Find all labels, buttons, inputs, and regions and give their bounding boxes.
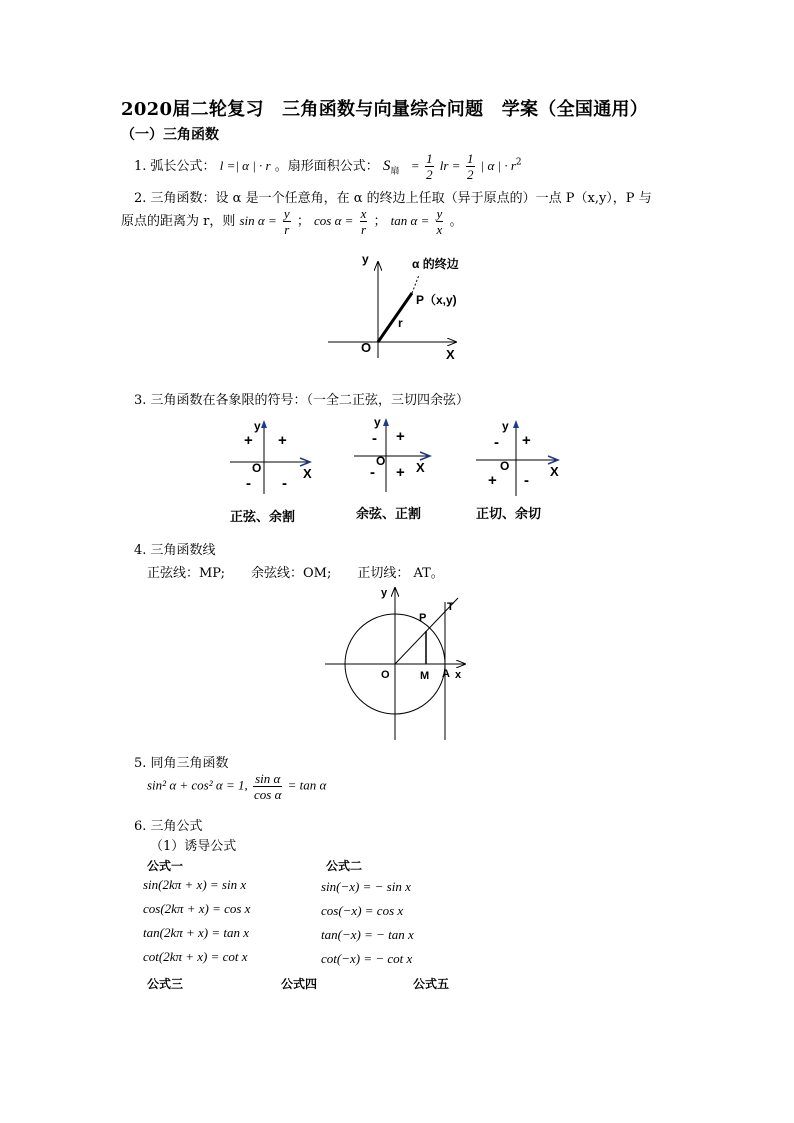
item-6-title: 6. 三角公式: [134, 819, 203, 834]
quadrant-caption-cosine: 余弦、正割: [356, 507, 422, 522]
y-arrow-icon: [261, 420, 267, 428]
quadrant-2-sign: +: [244, 432, 253, 449]
y-arrow-icon: [383, 418, 389, 426]
tan-def-fraction: [436, 207, 444, 236]
point-t-label: T: [447, 601, 454, 613]
cos-def-fraction: [360, 207, 368, 236]
formula-1-line: cot(2kπ + x) = cot x: [143, 949, 248, 964]
radius-segment: [378, 293, 412, 342]
point-a-label: A: [442, 668, 450, 680]
pythagorean-identity: [147, 772, 326, 801]
sector-area-symbol: S: [382, 158, 391, 174]
fraction-numerator: sin α: [253, 772, 282, 787]
fraction-numerator: 1: [426, 151, 433, 166]
fraction-denominator: 2: [467, 167, 474, 182]
period: 。: [449, 214, 463, 229]
point-p-label: P: [419, 612, 427, 624]
fraction-numerator: 1: [467, 151, 474, 166]
fraction-denominator: cos α: [254, 787, 282, 802]
y-axis-label: y: [381, 587, 388, 599]
item-1-separator: 。扇形面积公式：: [274, 159, 379, 174]
quadrant-1-sign: +: [396, 428, 405, 445]
radius-label: r: [398, 316, 403, 330]
y-label: y: [374, 415, 381, 429]
fraction-denominator: r: [360, 222, 366, 237]
quadrant-caption-sine: 正弦、余割: [230, 510, 296, 525]
item-5-title: 5. 同角三角函数: [134, 756, 229, 771]
origin-label: O: [381, 669, 390, 681]
item-2-line-2: [121, 207, 462, 236]
semicolon: ；: [296, 214, 310, 229]
item-3-text: 3. 三角函数在各象限的符号：（一全二正弦，三切四余弦）: [134, 393, 470, 408]
formula-1-line: sin(2kπ + x) = sin x: [143, 877, 247, 892]
formula-2-line: cos(−x) = cos x: [321, 903, 404, 918]
origin-label: O: [252, 461, 262, 475]
quadrant-1-sign: +: [278, 432, 287, 449]
formula-2-line: sin(−x) = − sin x: [321, 879, 411, 894]
quadrant-3-sign: -: [370, 464, 375, 481]
y-label: y: [254, 419, 261, 433]
item-1-label: 弧长公式：: [150, 159, 216, 174]
fraction-denominator: r: [284, 222, 290, 237]
item-6-subtitle: （1）诱导公式: [150, 839, 237, 854]
formula-4-heading: 公式四: [281, 977, 318, 991]
quadrant-2-sign: -: [372, 430, 377, 447]
sector-eq-2: =: [452, 158, 460, 173]
x-label: X: [303, 466, 312, 481]
y-label: y: [502, 419, 509, 433]
sin-def-lhs: sin α =: [239, 213, 277, 228]
sector-area-tail: | α | · r: [480, 158, 516, 173]
fraction-numerator: y: [436, 206, 443, 221]
fraction-numerator: x: [360, 206, 367, 221]
quadrant-caption-tangent: 正切、余切: [476, 507, 542, 522]
item-4-title: 4. 三角函数线: [134, 543, 216, 558]
formula-2-line: cot(−x) = − cot x: [321, 951, 413, 966]
quadrant-sign-diagram-sine: [228, 416, 318, 498]
cos-def-lhs: cos α =: [314, 213, 354, 228]
quadrant-4-sign: +: [396, 464, 405, 481]
identity-fraction: [253, 772, 282, 801]
formula-5-heading: 公式五: [413, 977, 450, 991]
quadrant-1-sign: +: [522, 432, 531, 449]
origin-label: O: [500, 459, 510, 473]
x-label: X: [550, 464, 559, 479]
sector-half-fraction-2: [466, 152, 475, 181]
trig-line-unit-circle-diagram: [320, 582, 470, 742]
x-axis-label: x: [455, 669, 462, 681]
origin-label: O: [361, 340, 372, 355]
sector-exponent: 2: [515, 157, 522, 168]
sin-def-fraction: [283, 207, 291, 236]
quadrant-3-sign: -: [246, 475, 251, 492]
identity-part-a: sin² α + cos² α = 1,: [147, 777, 248, 793]
origin-label: O: [376, 454, 386, 468]
quadrant-4-sign: -: [524, 472, 529, 489]
y-axis-label: y: [362, 252, 369, 266]
item-1-number: 1.: [134, 159, 147, 174]
formula-1-heading: 公式一: [147, 859, 184, 873]
fraction-denominator: 2: [426, 167, 433, 182]
identity-part-b: = tan α: [287, 777, 327, 793]
fraction-denominator: x: [436, 222, 443, 237]
formula-2-line: tan(−x) = − tan x: [321, 927, 414, 942]
quadrant-3-sign: +: [488, 472, 497, 489]
formula-1-line: tan(2kπ + x) = tan x: [143, 925, 249, 940]
sector-half-fraction: [425, 152, 434, 181]
quadrant-sign-diagram-tangent: [472, 416, 564, 498]
quadrant-2-sign: -: [494, 434, 499, 451]
y-arrow-icon: [513, 420, 519, 428]
formula-2-heading: 公式二: [326, 859, 363, 873]
terminal-side-extension: [412, 275, 419, 293]
x-label: X: [416, 460, 425, 475]
fraction-numerator: y: [283, 206, 290, 221]
arc-length-formula: l =| α | · r: [219, 158, 271, 173]
formula-3-heading: 公式三: [147, 977, 184, 991]
item-2-line-1: 2. 三角函数：设 α 是一个任意角，在 α 的终边上任取（异于原点的）一点 P（x,y），P 与: [134, 191, 652, 206]
semicolon: ；: [373, 214, 387, 229]
terminal-side-label: α 的终边: [412, 257, 459, 271]
item-1-arc-sector: [134, 152, 522, 181]
sector-eq-1: =: [411, 158, 419, 173]
quadrant-4-sign: -: [282, 475, 287, 492]
page-title: 2020届二轮复习 三角函数与向量综合问题 学案（全国通用）: [121, 99, 649, 120]
item-2-distance-text: 原点的距离为 r，则: [121, 214, 236, 229]
item-4-lines-text: 正弦线：MP; 余弦线：OM; 正切线： AT。: [147, 566, 444, 581]
formula-1-line: cos(2kπ + x) = cos x: [143, 901, 251, 916]
quadrant-sign-diagram-cosine: [350, 414, 440, 496]
terminal-side-diagram: [320, 248, 480, 363]
point-m-label: M: [420, 670, 430, 682]
x-axis-label: X: [446, 347, 455, 362]
sector-area-subscript: 扇: [390, 166, 400, 177]
sector-lr: lr: [439, 158, 449, 173]
tan-def-lhs: tan α =: [390, 213, 430, 228]
section-heading-trig: （一）三角函数: [121, 127, 219, 143]
point-p-label: P（x,y): [416, 293, 457, 307]
